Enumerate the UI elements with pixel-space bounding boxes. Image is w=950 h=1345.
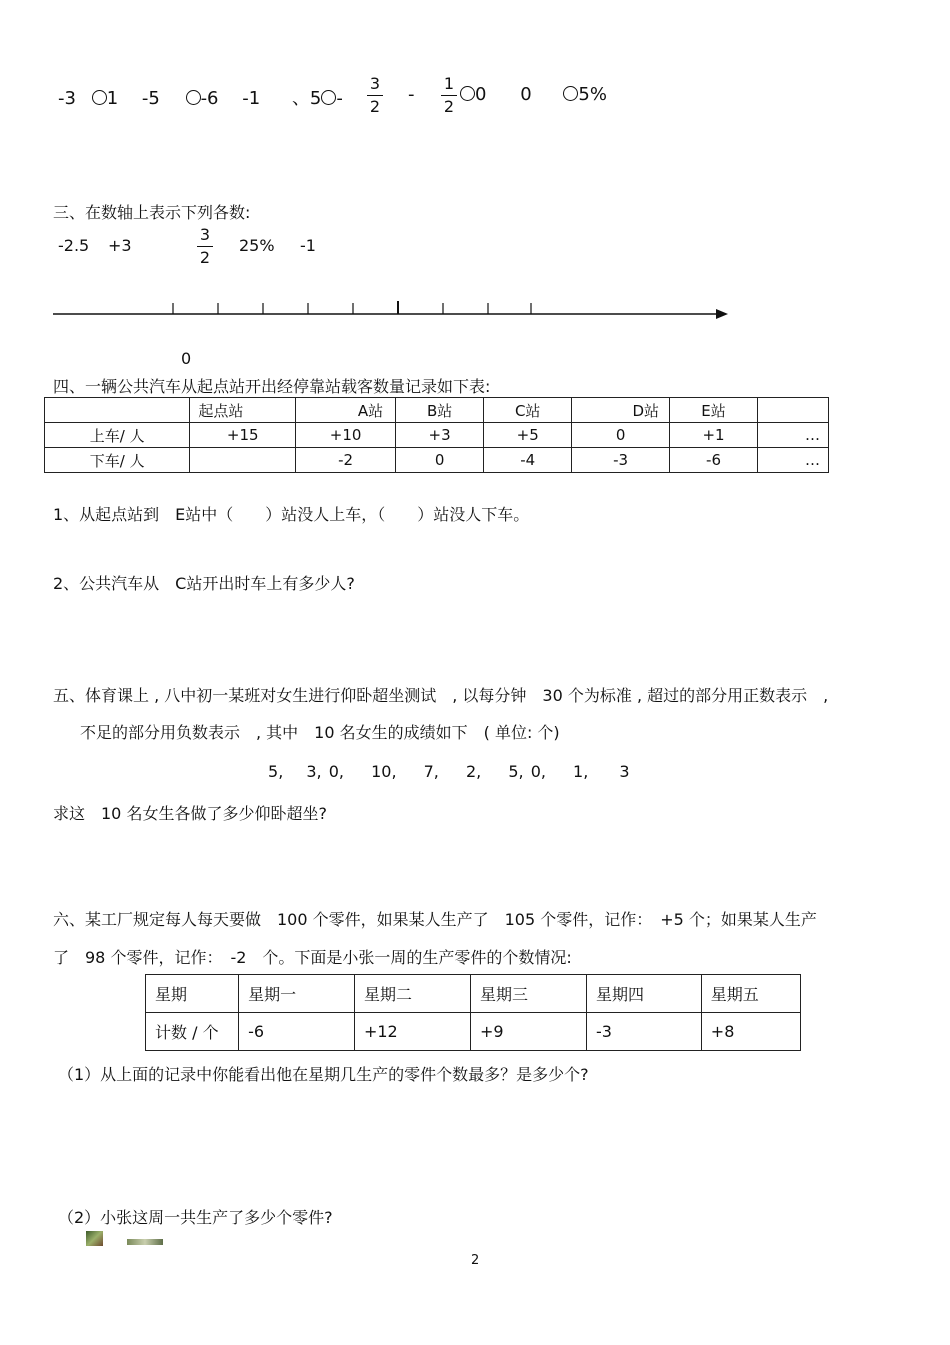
bus-table <box>44 397 829 473</box>
decorative-image-icon <box>86 1231 103 1246</box>
section3-title: 三、在数轴上表示下列各数: <box>53 203 251 222</box>
circle-blank-icon <box>321 90 336 105</box>
table-row <box>45 448 829 473</box>
table-cell: +8 <box>701 1013 800 1051</box>
table-row-label: 上车/ 人 <box>45 423 190 448</box>
compare-item: -3 <box>58 88 76 109</box>
compare-line <box>58 84 343 110</box>
score: 1 <box>573 762 584 781</box>
score: 7 <box>423 762 434 781</box>
table-header-cell: B站 <box>396 398 484 423</box>
table-header-row <box>45 398 829 423</box>
score: 10 <box>371 762 392 781</box>
section6-question-2: （2）小张这周一共生产了多少个零件? <box>58 1208 333 1227</box>
number-item: -2.5 <box>58 236 90 255</box>
table-cell: … <box>758 423 829 448</box>
table-cell: 0 <box>396 448 484 473</box>
table-cell: +5 <box>484 423 572 448</box>
compare-item: 、5 <box>291 88 322 109</box>
table-header-cell: 星期三 <box>471 975 587 1013</box>
circle-blank-icon <box>92 90 107 105</box>
circle-blank-icon <box>460 86 475 101</box>
table-header-cell <box>758 398 829 423</box>
table-cell: +1 <box>670 423 758 448</box>
compare-item: 0 <box>475 84 487 105</box>
score: 3 <box>306 762 317 781</box>
score: 0 <box>530 762 541 781</box>
table-header-cell: 星期二 <box>354 975 470 1013</box>
fraction-three-halves: 3 2 <box>197 226 213 267</box>
table-cell: +10 <box>296 423 396 448</box>
table-header-cell: A站 <box>296 398 396 423</box>
page-number: 2 <box>471 1253 480 1268</box>
compare-item: -6 <box>200 88 219 109</box>
score: 5 <box>268 762 279 781</box>
table-cell: +9 <box>471 1013 587 1051</box>
table-row-label: 下车/ 人 <box>45 448 190 473</box>
table-row <box>146 1013 801 1051</box>
compare-item: - <box>408 84 415 105</box>
section5-line-1: 五、体育课上 , 八中初一某班对女生进行仰卧超坐测试 , 以每分钟 30 个为标准 , 超过的部分用正数表示 , <box>53 686 829 705</box>
zero-label: 0 <box>181 349 192 368</box>
table-header-cell: 星期五 <box>701 975 800 1013</box>
table-cell: … <box>758 448 829 473</box>
fraction-one-half: 1 2 <box>441 75 457 116</box>
table-header-cell: 星期一 <box>239 975 355 1013</box>
table-header-cell: 星期 <box>146 975 239 1013</box>
compare-item: -5 <box>141 88 160 109</box>
arrow-right-icon <box>716 309 728 319</box>
section4-question-2: 2、公共汽车从 C站开出时车上有多少人? <box>53 574 355 593</box>
table-header-cell: C站 <box>484 398 572 423</box>
circle-blank-icon <box>563 86 578 101</box>
table-cell: -4 <box>484 448 572 473</box>
compare-item: -1 <box>242 88 261 109</box>
table-cell: -2 <box>296 448 396 473</box>
compare-item: - <box>336 88 343 109</box>
table-cell: -3 <box>572 448 670 473</box>
section6-line-1: 六、某工厂规定每人每天要做 100 个零件，如果某人生产了 105 个零件，记作： +5 个；如果某人生产 <box>53 910 817 929</box>
compare-tail <box>460 84 607 105</box>
section4-question-1: 1、从起点站到 E站中（ ）站没人上车，（ ）站没人下车。 <box>53 505 530 524</box>
score: 3 <box>619 762 630 781</box>
compare-item: 0 <box>520 84 532 105</box>
table-header-cell: E站 <box>670 398 758 423</box>
table-cell: -3 <box>586 1013 701 1051</box>
table-row <box>45 423 829 448</box>
table-header-cell: D站 <box>572 398 670 423</box>
number-item: 25% <box>239 236 275 255</box>
table-cell: +3 <box>396 423 484 448</box>
number-item: -1 <box>300 236 316 255</box>
circle-blank-icon <box>186 90 201 105</box>
table-cell: -6 <box>670 448 758 473</box>
score-list: 5, 3, 0, 10, 7, 2, 5, 0, 1, 3 <box>268 762 630 781</box>
table-header-row <box>146 975 801 1013</box>
table-cell: 0 <box>572 423 670 448</box>
number-line <box>0 295 950 335</box>
table-cell: +15 <box>190 423 296 448</box>
section6-question-1: （1）从上面的记录中你能看出他在星期几生产的零件个数最多？是多少个? <box>58 1065 589 1084</box>
decorative-strip-icon <box>127 1239 163 1245</box>
score: 2 <box>465 762 477 781</box>
table-header-cell: 星期四 <box>586 975 701 1013</box>
table-header-cell: 起点站 <box>190 398 296 423</box>
fraction-three-halves: 3 2 <box>367 75 383 116</box>
table-cell: +12 <box>354 1013 470 1051</box>
section6-line-2: 了 98 个零件，记作： -2 个。下面是小张一周的生产零件的个数情况: <box>53 948 572 967</box>
score: 0 <box>328 762 339 781</box>
score: 5 <box>508 762 519 781</box>
section5-question: 求这 10 名女生各做了多少仰卧超坐? <box>53 804 327 823</box>
production-table <box>145 974 801 1051</box>
compare-item: 1 <box>106 88 119 109</box>
table-header-cell <box>45 398 190 423</box>
table-row-label: 计数 / 个 <box>146 1013 239 1051</box>
number-line-ticks <box>173 301 531 314</box>
table-cell: -6 <box>239 1013 355 1051</box>
table-cell <box>190 448 296 473</box>
compare-item: 5% <box>578 84 607 105</box>
section5-line-2: 不足的部分用负数表示 , 其中 10 名女生的成绩如下 ( 单位: 个) <box>80 723 560 742</box>
number-item: +3 <box>108 236 132 255</box>
section4-title: 四、一辆公共汽车从起点站开出经停靠站载客数量记录如下表: <box>53 377 491 396</box>
